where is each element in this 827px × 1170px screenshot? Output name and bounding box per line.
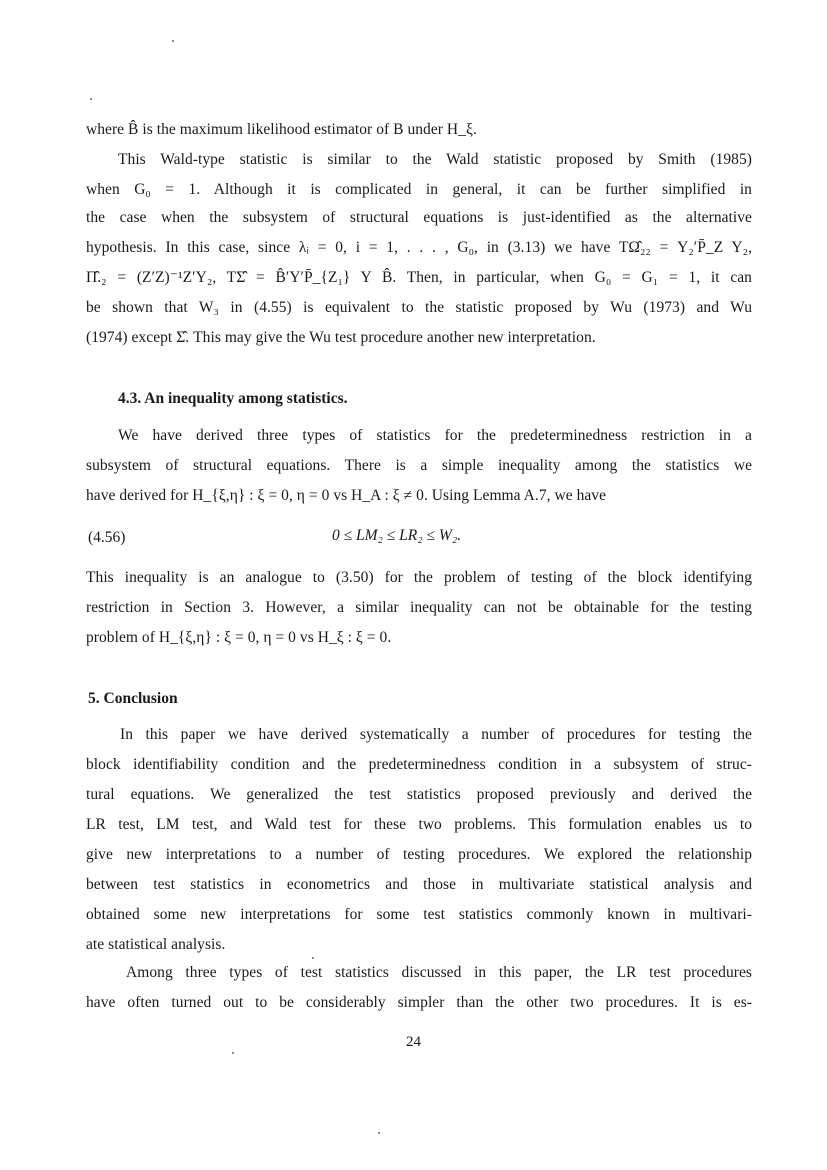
text-line: restriction in Section 3. However, a similar inequality can not be obtainable for the testing: [86, 599, 752, 616]
scan-speck: [312, 957, 314, 959]
text-line: obtained some new interpretations for some test statistics commonly known in multivari-: [86, 906, 752, 923]
page-number: 24: [406, 1034, 421, 1050]
equation: 0 ≤ LM₂ ≤ LR₂ ≤ W₂.: [332, 527, 462, 544]
scan-speck: [232, 1052, 234, 1054]
text-line: We have derived three types of statistics for the predeterminedness restriction in a: [118, 427, 752, 444]
text-line: (1974) except Σ̂. This may give the Wu test procedure another new interpretation.: [86, 329, 596, 346]
text-line: block identifiability condition and the predeterminedness condition in a subsystem of struc-: [86, 756, 752, 773]
text-line: In this paper we have derived systematically a number of procedures for testing the: [120, 726, 752, 743]
text-line: LR test, LM test, and Wald test for these two problems. This formulation enables us to: [86, 816, 752, 833]
text-line: subsystem of structural equations. There is a simple inequality among the statistics we: [86, 457, 752, 474]
text-line: be shown that W₃ in (4.55) is equivalent to the statistic proposed by Wu (1973) and Wu: [86, 299, 752, 316]
text-line: when G₀ = 1. Although it is complicated in general, it can be further simplified in: [86, 181, 752, 198]
text-line: have derived for H_{ξ,η} : ξ = 0, η = 0 vs H_A : ξ ≠ 0. Using Lemma A.7, we have: [86, 487, 607, 504]
scan-speck: [172, 40, 174, 42]
text-line: problem of H_{ξ,η} : ξ = 0, η = 0 vs H_ξ : ξ = 0.: [86, 629, 392, 646]
text-line: hypothesis. In this case, since λᵢ = 0, i = 1, . . . , G₀, in (3.13) we have TΩ̂₂₂ = Y₂′P̄_Z Y₂,: [86, 239, 752, 256]
text-line: where B̂ is the maximum likelihood estimator of B under H_ξ.: [86, 121, 477, 138]
text-line: give new interpretations to a number of testing procedures. We explored the relationship: [86, 846, 752, 863]
text-line: This inequality is an analogue to (3.50) for the problem of testing of the block identifying: [86, 569, 752, 586]
text-line: have often turned out to be considerably simpler than the other two procedures. It is es-: [86, 994, 752, 1011]
text-line: This Wald-type statistic is similar to the Wald statistic proposed by Smith (1985): [118, 151, 752, 168]
text-line: between test statistics in econometrics and those in multivariate statistical analysis and: [86, 876, 752, 893]
text-line: Among three types of test statistics discussed in this paper, the LR test procedures: [126, 964, 752, 981]
text-line: ate statistical analysis.: [86, 936, 226, 953]
scan-speck: [378, 1132, 380, 1134]
text-line: the case when the subsystem of structural equations is just-identified as the alternative: [86, 209, 752, 226]
section-heading: 5. Conclusion: [88, 690, 178, 707]
section-heading: 4.3. An inequality among statistics.: [118, 390, 348, 407]
equation-number: (4.56): [88, 529, 126, 546]
text-line: tural equations. We generalized the test statistics proposed previously and derived the: [86, 786, 752, 803]
scan-speck: [90, 98, 92, 100]
text-line: Π̂.₂ = (Z′Z)⁻¹Z′Y₂, TΣ̂ = B̂′Y′P̄_{Z₁} Y B̂. Then, in particular, when G₀ = G₁ = 1, it can: [86, 269, 752, 286]
